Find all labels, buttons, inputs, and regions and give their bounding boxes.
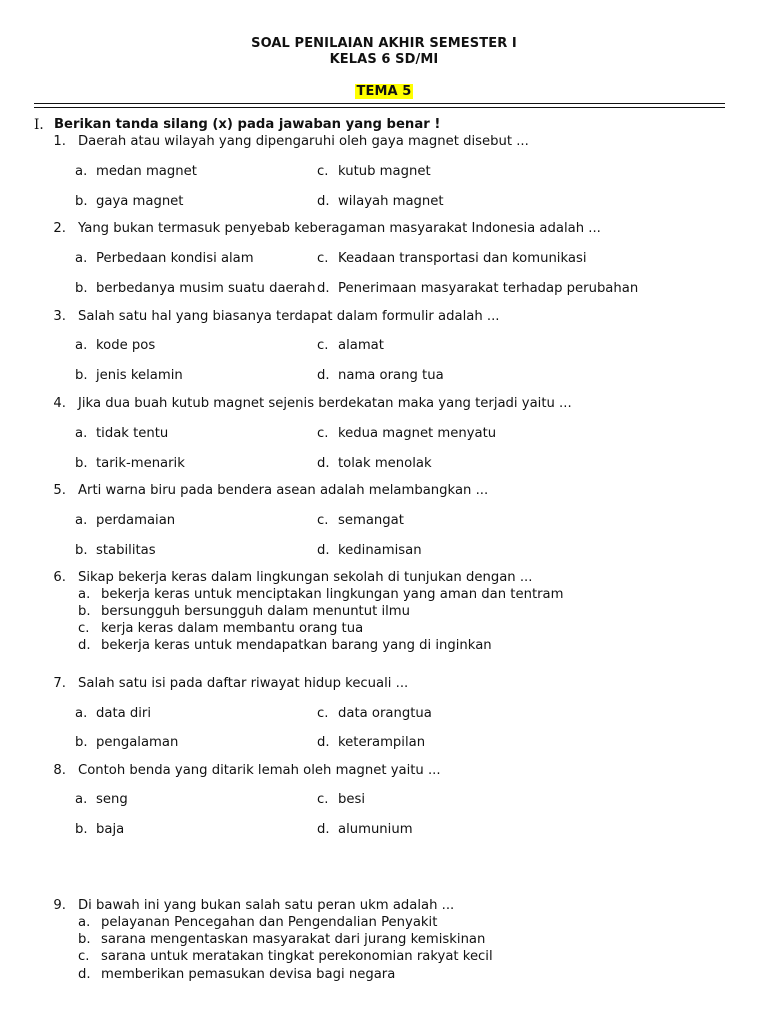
question-number: 2. [53,221,66,236]
option-text: seng [96,792,128,807]
option-letter: a. [75,164,88,179]
question-number: 8. [53,763,66,778]
question-text: Sikap bekerja keras dalam lingkungan sekolah di tunjukan dengan ... [78,570,533,585]
option-letter: c. [317,792,329,807]
option-letter: a. [75,513,88,528]
option-letter: c. [78,949,90,964]
option-letter: d. [317,735,330,750]
question-number: 6. [53,570,66,585]
option-text: alumunium [338,822,413,837]
option-letter: d. [317,456,330,471]
option-text: bersungguh bersungguh dalam menuntut ilmu [101,604,410,619]
option-text: kutub magnet [338,164,431,179]
option-letter: b. [78,932,91,947]
option-letter: b. [75,194,88,209]
option-text: kedinamisan [338,543,422,558]
option-letter: a. [75,426,88,441]
option-letter: d. [317,281,330,296]
question-number: 3. [53,309,66,324]
option-text: medan magnet [96,164,197,179]
option-text: baja [96,822,125,837]
option-text: berbedanya musim suatu daerah [96,281,316,296]
class-label: KELAS 6 SD/MI [329,52,439,67]
option-letter: b. [75,281,88,296]
option-text: memberikan pemasukan devisa bagi negara [101,967,396,982]
option-text: stabilitas [96,543,156,558]
option-text: bekerja keras untuk menciptakan lingkungan yang aman dan tentram [101,587,564,602]
option-letter: d. [78,967,91,982]
option-letter: c. [78,621,90,636]
option-text: kerja keras dalam membantu orang tua [101,621,364,636]
option-text: gaya magnet [96,194,184,209]
option-text: Keadaan transportasi dan komunikasi [338,251,587,266]
option-text: sarana untuk meratakan tingkat perekonomian rakyat kecil [101,949,493,964]
option-text: semangat [338,513,404,528]
option-letter: b. [75,368,88,383]
option-text: besi [338,792,366,807]
option-letter: a. [75,338,88,353]
option-letter: d. [317,194,330,209]
question-text: Yang bukan termasuk penyebab keberagaman masyarakat Indonesia adalah ... [78,221,601,236]
option-text: Penerimaan masyarakat terhadap perubahan [338,281,639,296]
option-text: pelayanan Pencegahan dan Pengendalian Penyakit [101,915,438,930]
question-text: Arti warna biru pada bendera asean adalah melambangkan ... [78,483,489,498]
question-text: Salah satu hal yang biasanya terdapat dalam formulir adalah ... [78,309,500,324]
option-text: kode pos [96,338,156,353]
option-letter: d. [317,822,330,837]
section-instruction: Berikan tanda silang (x) pada jawaban yang benar ! [54,117,441,132]
option-letter: b. [75,735,88,750]
exam-title: SOAL PENILAIAN AKHIR SEMESTER I [251,36,517,51]
option-text: alamat [338,338,384,353]
option-letter: a. [75,792,88,807]
option-letter: a. [78,587,91,602]
option-letter: b. [75,543,88,558]
option-letter: c. [317,706,329,721]
option-text: Perbedaan kondisi alam [96,251,254,266]
option-text: perdamaian [96,513,176,528]
question-number: 9. [53,898,66,913]
option-letter: c. [317,251,329,266]
option-text: kedua magnet menyatu [338,426,497,441]
theme-label [0,84,768,99]
question-text: Salah satu isi pada daftar riwayat hidup kecuali ... [78,676,409,691]
option-letter: b. [75,822,88,837]
question-text: Di bawah ini yang bukan salah satu peran ukm adalah ... [78,898,455,913]
option-text: tolak menolak [338,456,432,471]
option-text: keterampilan [338,735,426,750]
option-text: pengalaman [96,735,179,750]
option-text: data orangtua [338,706,432,721]
question-text: Jika dua buah kutub magnet sejenis berdekatan maka yang terjadi yaitu ... [78,396,572,411]
theme-highlight: TEMA 5 [356,84,412,99]
option-letter: b. [75,456,88,471]
option-letter: c. [317,164,329,179]
option-text: bekerja keras untuk mendapatkan barang yang di inginkan [101,638,492,653]
option-letter: a. [75,706,88,721]
section-number: I. [34,117,44,133]
header-divider-top [34,103,725,104]
question-text: Contoh benda yang ditarik lemah oleh magnet yaitu ... [78,763,441,778]
option-text: wilayah magnet [338,194,444,209]
option-letter: c. [317,513,329,528]
option-letter: a. [75,251,88,266]
option-text: data diri [96,706,152,721]
option-text: jenis kelamin [96,368,183,383]
option-letter: c. [317,426,329,441]
option-letter: d. [317,543,330,558]
header-divider-bottom [34,107,725,108]
option-letter: d. [317,368,330,383]
option-letter: b. [78,604,91,619]
question-number: 4. [53,396,66,411]
question-number: 7. [53,676,66,691]
question-number: 1. [53,134,66,149]
option-letter: d. [78,638,91,653]
option-letter: a. [78,915,91,930]
option-letter: c. [317,338,329,353]
option-text: nama orang tua [338,368,444,383]
option-text: tidak tentu [96,426,169,441]
question-number: 5. [53,483,66,498]
option-text: tarik-menarik [96,456,185,471]
option-text: sarana mengentaskan masyarakat dari jurang kemiskinan [101,932,486,947]
question-text: Daerah atau wilayah yang dipengaruhi oleh gaya magnet disebut ... [78,134,529,149]
